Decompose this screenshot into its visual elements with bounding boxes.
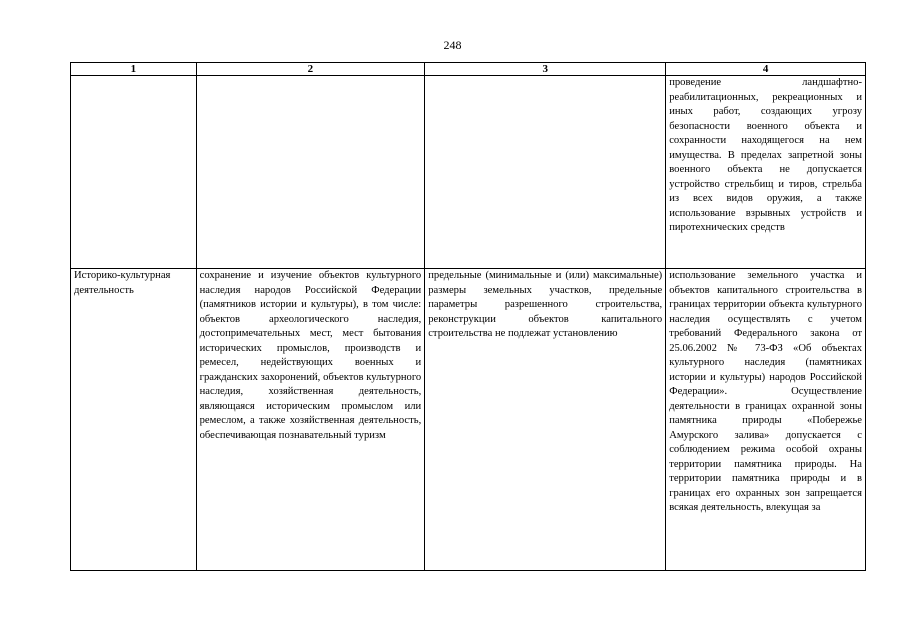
size-parameters: предельные (минимальные и (или) максимальные) размеры земельных участков, предельные параметры разрешенного строительства, реконструкции объектов капитального строительства не подлежат установлению [428, 270, 663, 339]
activity-description: сохранение и изучение объектов культурного наследия народов Российской Федерации (памятников истории и культуры), в том числе: объектов археологического наследия, достопримечательных мест, мест бытования исторических промыслов, производств и ремесел, недействующих военных и гражданских захоронений, объектов культурного наследия, хозяйственная деятельность, являющаяся историческим промыслом или ремеслом, а также хозяйственная деятельность, обеспечивающая познавательный туризм [199, 270, 422, 441]
table-cell [666, 269, 866, 571]
table-cell [666, 76, 866, 269]
table-cell [425, 76, 666, 269]
table-cell [71, 269, 197, 571]
restrictions: использование земельного участка и объектов капитального строительства в границах территории объекта культурного наследия осуществлять с учетом требований Федерального закона от 25.06.2002 № 73-ФЗ «Об объектах культурного наследия (памятниках истории и культуры) народов Российской Федерации». Осуществление деятельности в границах охранной зоны памятника природы «Побережье Амурского залива» допускается с соблюдением режима особой охраны территории памятника природы. На территории памятника природы и в границах его охранных зон запрещается всякая деятельность, влекущая за [669, 270, 862, 513]
page-number: 248 [443, 38, 462, 52]
column-header-3: 3 [425, 63, 666, 76]
column-header-4: 4 [666, 63, 866, 76]
cell-text: проведение ландшафтно-реабилитационных, рекреационных и иных работ, создающих угрозу безопасности военного объекта и сохранности находящегося на нем имущества. В пределах запретной зоны военного объекта не допускается устройство стрельбищ и тиров, стрельба из всех видов оружия, а также использование взрывных устройств и пиротехнических средств [669, 77, 862, 233]
table-row [71, 76, 866, 269]
table-cell [196, 269, 425, 571]
column-header-2: 2 [196, 63, 425, 76]
table-header-row [71, 63, 866, 76]
table-cell [71, 76, 197, 269]
table-cell [196, 76, 425, 269]
table-row [71, 269, 866, 571]
regulations-table [70, 62, 866, 571]
column-header-1: 1 [71, 63, 197, 76]
activity-type: Историко-культурная деятельность [74, 270, 171, 296]
table-cell [425, 269, 666, 571]
